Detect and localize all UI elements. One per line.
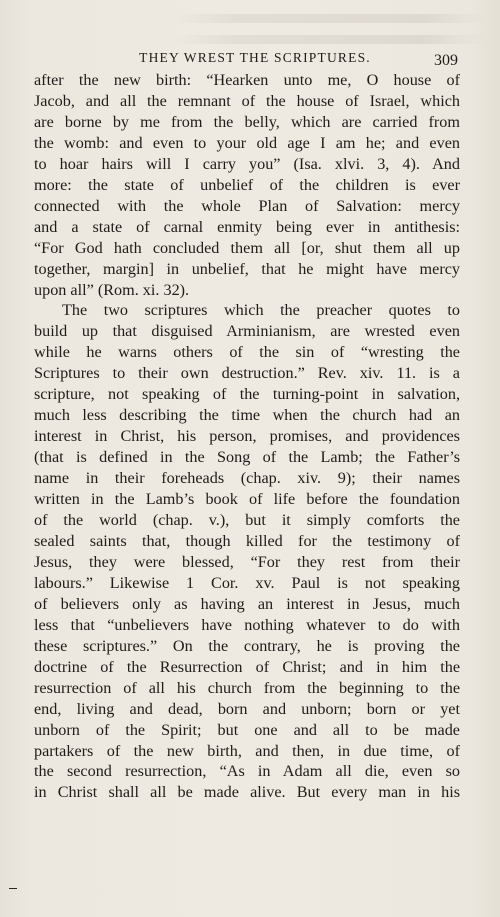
- text-line: much less describing the time when the church had an: [34, 406, 460, 425]
- running-head: THEY WREST THE SCRIPTURES.: [139, 50, 371, 65]
- text-line: written in the Lamb’s book of life before the foundation: [34, 490, 460, 509]
- show-through-line: [175, 14, 485, 23]
- text-line: upon all” (Rom. xi. 32).: [34, 280, 190, 299]
- text-line: partakers of the new birth, and then, in due time, of: [34, 741, 460, 760]
- footer-mark: [9, 888, 17, 889]
- text-line: sealed saints that, though killed for the testimony of: [34, 531, 460, 550]
- text-line: more: the state of unbelief of the children is ever: [34, 175, 460, 194]
- text-line: name in their foreheads (chap. xiv. 9); their names: [34, 469, 460, 488]
- text-line: after the new birth: “Hearken unto me, O house of: [34, 71, 460, 89]
- text-line: together, margin] in unbelief, that he might have mercy: [34, 259, 460, 278]
- text-line: end, living and dead, born and unborn; born or yet: [34, 699, 460, 718]
- text-line: Jacob, and all the remnant of the house of Israel, which: [34, 91, 460, 110]
- text-line: the womb: and even to your old age I am he; and even: [34, 133, 460, 152]
- text-line: are borne by me from the belly, which are carried from: [34, 112, 460, 131]
- text-line: Jesus, they were blessed, “For they rest from their: [34, 552, 460, 571]
- text-line: scripture, not speaking of the turning-point in salvation,: [34, 385, 460, 404]
- text-line: doctrine of the Resurrection of Christ; and in him the: [34, 657, 460, 676]
- text-line: “For God hath concluded them all [or, shut them all up: [34, 238, 460, 257]
- text-line: less that “unbelievers have nothing whatever to do with: [34, 615, 460, 634]
- text-line: of believers only as having an interest in Jesus, much: [34, 594, 460, 613]
- text-line: (that is defined in the Song of the Lamb; the Father’s: [34, 448, 460, 467]
- text-line: in Christ shall all be made alive. But every man in his: [34, 783, 460, 802]
- text-line: interest in Christ, his person, promises, and providences: [34, 427, 460, 446]
- page-header: [0, 50, 500, 72]
- text-line: these scriptures.” On the contrary, he is proving the: [34, 636, 460, 655]
- body-text: [34, 70, 460, 803]
- text-line: build up that disguised Arminianism, are wrested even: [34, 322, 460, 341]
- page-number: 309: [434, 52, 458, 69]
- text-line: and a state of carnal enmity being ever in antithesis:: [34, 217, 460, 236]
- text-line: the second resurrection, “As in Adam all die, even so: [34, 762, 460, 781]
- text-line: connected with the whole Plan of Salvation: mercy: [34, 196, 460, 215]
- text-line: The two scriptures which the preacher quotes to: [62, 301, 460, 320]
- text-line: unborn of the Spirit; but one and all to be made: [34, 720, 460, 739]
- text-line: while he warns others of the sin of “wresting the: [34, 343, 460, 362]
- text-line: resurrection of all his church from the beginning to the: [34, 678, 460, 697]
- text-line: Scriptures to their own destruction.” Rev. xiv. 11. is a: [34, 364, 460, 383]
- text-line: to hoar hairs will I carry you” (Isa. xlvi. 3, 4). And: [34, 154, 460, 173]
- text-line: labours.” Likewise 1 Cor. xv. Paul is not speaking: [34, 573, 460, 592]
- text-line: of the world (chap. v.), but it simply comforts the: [34, 511, 460, 530]
- show-through-line: [175, 35, 485, 44]
